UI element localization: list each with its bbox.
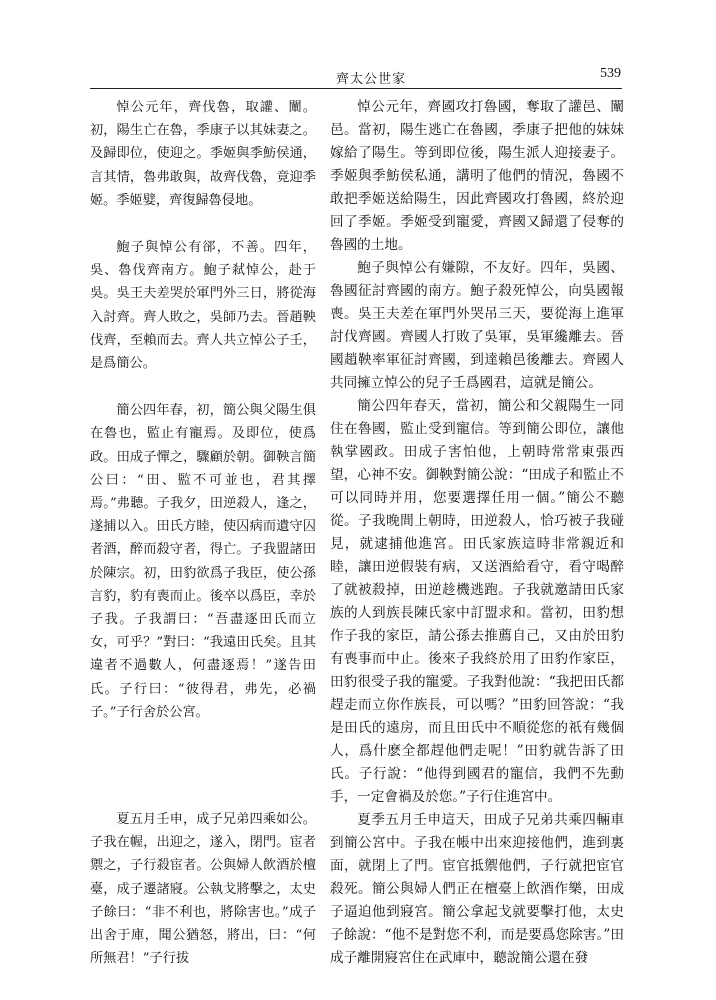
classical-paragraph: 悼公元年，齊伐魯，取讙、闡。初，陽生亡在魯，季康子以其妹妻之。及歸即位，使迎之。季姬與季魴侯通，言其情，魯弗敢與，故齊伐魯，竟迎季姬。季姬嬖，齊復歸魯侵地。 — [90, 100, 316, 208]
header-rule — [90, 88, 622, 89]
translation-paragraph: 簡公四年春天，當初，簡公和父親陽生一同住在魯國，監止受到寵信。等到簡公即位，讓他執掌國政。田成子害怕他，上朝時常常東張西望，心神不安。御鞅對簡公說：“田成子和監止不可以同時并用，您要選擇任用一個。”簡公不聽從。子我晚間上朝時，田逆殺人，恰巧被子我碰見，就逮捕他進宮。田氏家族這時非常親近和睦，讓田逆假裝有病，又送酒給看守，看守喝醉了就被殺掉，田逆趁機逃跑。子我就邀請田氏家族的人到族長陳氏家中訂盟求和。當初，田豹想作子我的家臣，請公孫去推薦自己，又由於田豹有喪事而中止。後來子我終於用了田豹作家臣，田豹很受子我的寵愛。子我對他說：“我把田氏都趕走而立你作族長，可以嗎？”田豹回答說：“我是田氏的遠房，而且田氏中不順從您的祇有幾個人，爲什麽全都趕他們走呢！”田豹就告訴了田氏。子行說：“他得到國君的寵信，我們不先動手，一定會禍及於您。”子行住進宮中。 — [330, 398, 624, 805]
translation-column — [330, 96, 624, 970]
classical-paragraph: 鮑子與悼公有郤，不善。四年，吳、魯伐齊南方。鮑子弒悼公，赴于吳。吳王夫差哭於軍門外三日，將從海入討齊。齊人敗之，吳師乃去。晉趙鞅伐齊，至賴而去。齊人共立悼公子壬，是爲簡公。 — [90, 240, 316, 372]
translation-paragraph: 鮑子與悼公有嫌隙，不友好。四年，吳國、魯國征討齊國的南方。鮑子殺死悼公，向吳國報喪。吳王夫差在軍門外哭吊三天，要從海上進軍討伐齊國。齊國人打敗了吳軍，吳軍纔離去。晉國趙鞅率軍征討齊國，到達賴邑後離去。齊國人共同擁立悼公的兒子壬爲國君，這就是簡公。 — [330, 260, 624, 391]
translation-paragraph: 夏季五月壬申這天，田成子兄弟共乘四輛車到簡公宮中。子我在帳中出來迎接他們，進到裏面，就閉上了門。宦官抵禦他們，子行就把宦官殺死。簡公與婦人們正在檀臺上飲酒作樂，田成子逼迫他到寢宮。簡公拿起戈就要擊打他，太史子餘說：“他不是對您不利，而是要爲您除害。”田成子離開寢宮住在武庫中，聽說簡公還在發 — [330, 812, 624, 966]
running-header-title: 齊太公世家 — [336, 72, 407, 87]
classical-text-column — [90, 96, 316, 971]
classical-paragraph: 夏五月壬申，成子兄弟四乘如公。子我在幄，出迎之，遂入，閉門。宦者禦之，子行殺宦者。公與婦人飲酒於檀臺，成子遷諸寢。公執戈將擊之，太史子餘曰：“非不利也，將除害也。”成子出舍于庫，聞公猶怒，將出，曰：“何所無君！”子行拔 — [90, 812, 316, 967]
page-number: 539 — [600, 66, 621, 81]
translation-paragraph: 悼公元年，齊國攻打魯國，奪取了讙邑、闡邑。當初，陽生逃亡在魯國，季康子把他的妹妹嫁給了陽生。等到即位後，陽生派人迎接妻子。季姬與季魴侯私通，講明了他們的情況，魯國不敢把季姬送給陽生，因此齊國攻打魯國，終於迎回了季姬。季姬受到寵愛，齊國又歸還了侵奪的魯國的土地。 — [330, 99, 624, 253]
classical-paragraph: 簡公四年春，初，簡公與父陽生俱在魯也，監止有寵焉。及即位，使爲政。田成子憚之，驟顧於朝。御鞅言簡公曰：“田、監不可並也，君其擇焉。”弗聽。子我夕，田逆殺人，逢之，遂捕以入。田氏方睦，使囚病而遺守囚者酒，醉而殺守者，得亡。子我盟諸田於陳宗。初，田豹欲爲子我臣，使公孫言豹，豹有喪而止。後卒以爲臣，幸於子我。子我謂曰：“吾盡逐田氏而立女，可乎？”對曰：“我遠田氏矣。且其違者不過數人，何盡逐焉！”遂告田氏。子行曰：“彼得君，弗先，必禍子。”子行舍於公宮。 — [90, 403, 316, 720]
